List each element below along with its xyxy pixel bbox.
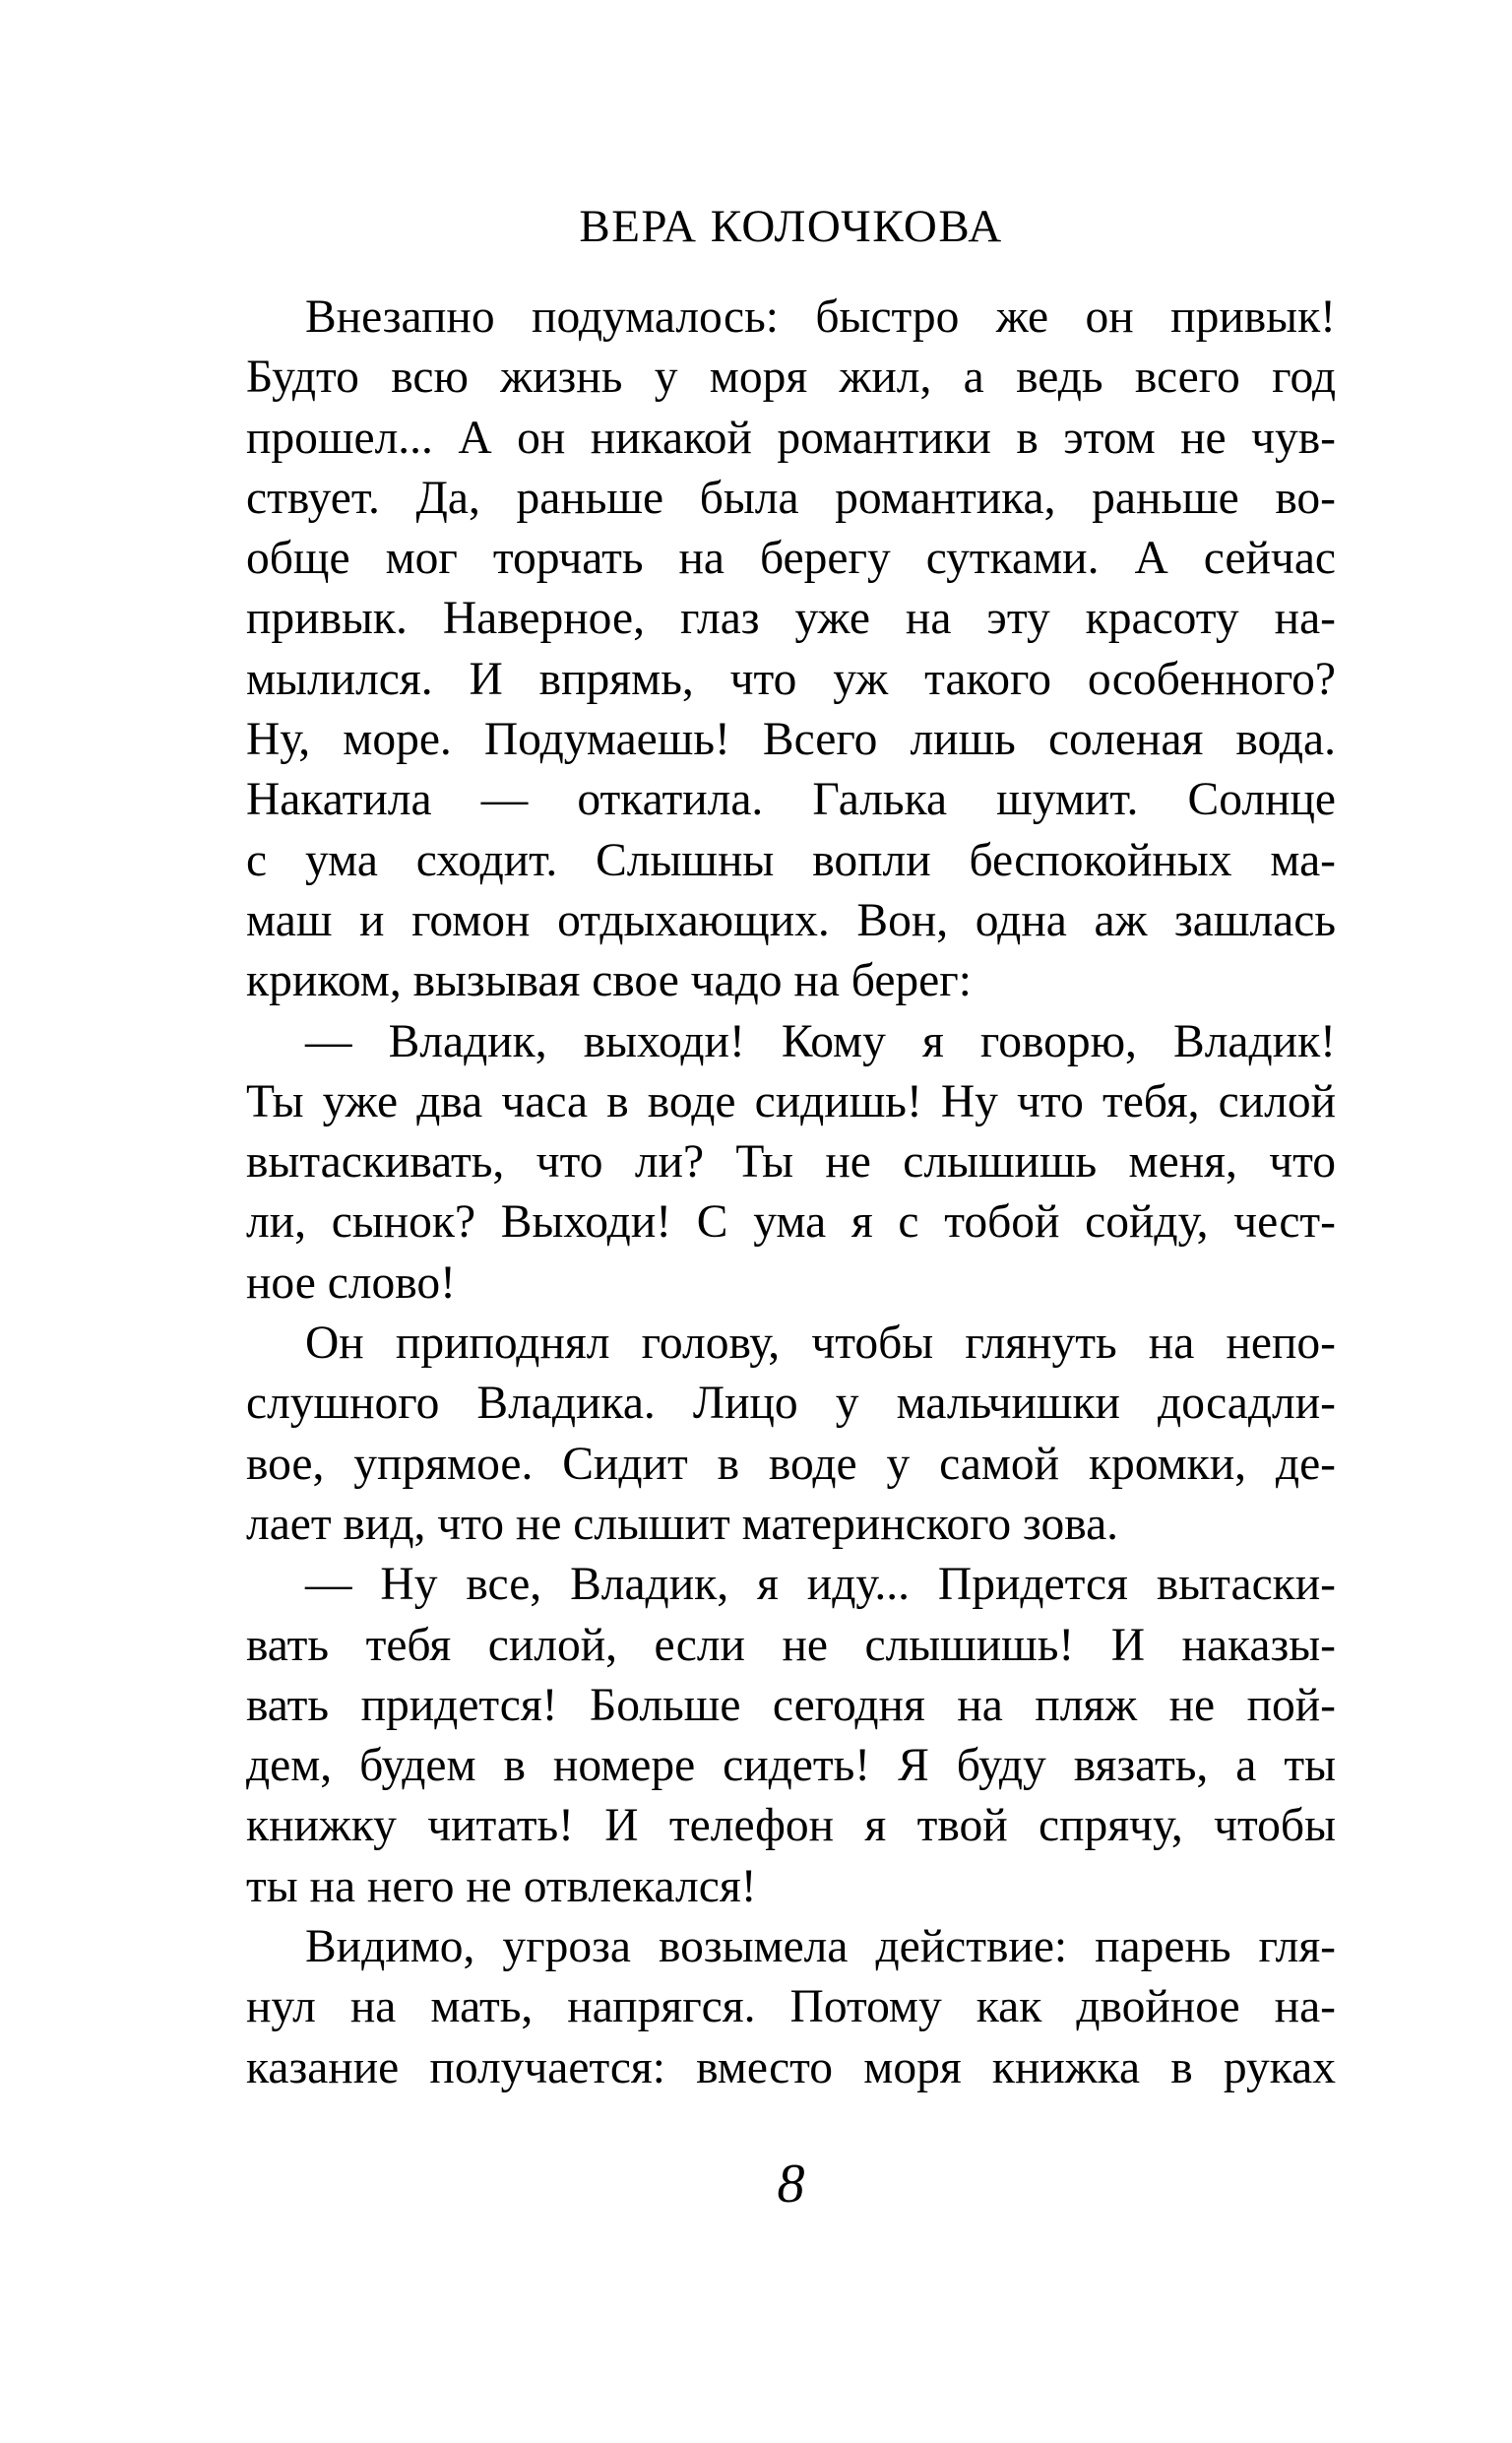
text-line: вать тебя силой, если не слышишь! И наказы-: [246, 1619, 1336, 1671]
text-line: лает вид, что не слышит материнского зова.: [246, 1498, 1119, 1550]
text-line: с ума сходит. Слышны вопли беспокойных ма-: [246, 834, 1336, 886]
paragraph: [246, 1917, 1336, 2098]
paragraph: [246, 288, 1336, 1012]
text-line: ли, сынок? Выходи! С ума я с тобой сойду, чест-: [246, 1196, 1336, 1249]
text-line: Будто всю жизнь у моря жил, а ведь всего год: [246, 352, 1336, 404]
text-line: ты на него не отвлекался!: [246, 1860, 757, 1912]
text-line: дем, будем в номере сидеть! Я буду вязать, а ты: [246, 1740, 1336, 1792]
body-text: [246, 288, 1336, 2098]
text-line: Видимо, угроза возымела действие: парень гля-: [305, 1921, 1336, 1973]
text-line: ное слово!: [246, 1256, 456, 1309]
text-line: — Владик, выходи! Кому я говорю, Владик!: [305, 1015, 1336, 1067]
page-number: 8: [777, 2154, 805, 2215]
text-line: Внезапно подумалось: быстро же он привык!: [305, 291, 1336, 343]
text-line: слушного Владика. Лицо у мальчишки досадли-: [246, 1378, 1336, 1430]
text-line: Он приподнял голову, чтобы глянуть на непо-: [305, 1318, 1336, 1370]
text-line: обще мог торчать на берегу сутками. А сейчас: [246, 533, 1336, 585]
text-line: прошел... А он никакой романтики в этом не чув-: [246, 412, 1336, 464]
text-line: книжку читать! И телефон я твой спрячу, чтобы: [246, 1800, 1336, 1852]
text-line: нул на мать, напрягся. Потому как двойное на-: [246, 1981, 1336, 2033]
dialogue-paragraph: [246, 1012, 1336, 1314]
text-line: Ты уже два часа в воде сидишь! Ну что тебя, силой: [246, 1075, 1336, 1127]
text-line: вать придется! Больше сегодня на пляж не пой-: [246, 1679, 1336, 1731]
text-line: Ну, море. Подумаешь! Всего лишь соленая вода.: [246, 714, 1336, 766]
paragraph: [246, 1314, 1336, 1555]
running-head-author: ВЕРА КОЛОЧКОВА: [579, 201, 1003, 252]
text-line: ствует. Да, раньше была романтика, раньше во-: [246, 472, 1336, 524]
text-line: маш и гомон отдыхающих. Вон, одна аж зашлась: [246, 894, 1336, 946]
text-line: вытаскивать, что ли? Ты не слышишь меня, что: [246, 1136, 1336, 1189]
text-line: криком, вызывая свое чадо на берег:: [246, 955, 972, 1007]
text-line: привык. Наверное, глаз уже на эту красоту на-: [246, 593, 1336, 645]
text-line: — Ну все, Владик, я иду... Придется вытаски-: [305, 1559, 1336, 1611]
text-line: вое, упрямое. Сидит в воде у самой кромки, де-: [246, 1438, 1336, 1490]
dialogue-paragraph: [246, 1555, 1336, 1917]
text-line: Накатила — откатила. Галька шумит. Солнце: [246, 774, 1336, 826]
text-line: мылился. И впрямь, что уж такого особенного?: [246, 653, 1336, 705]
text-line: казание получается: вместо моря книжка в руках: [246, 2041, 1336, 2093]
